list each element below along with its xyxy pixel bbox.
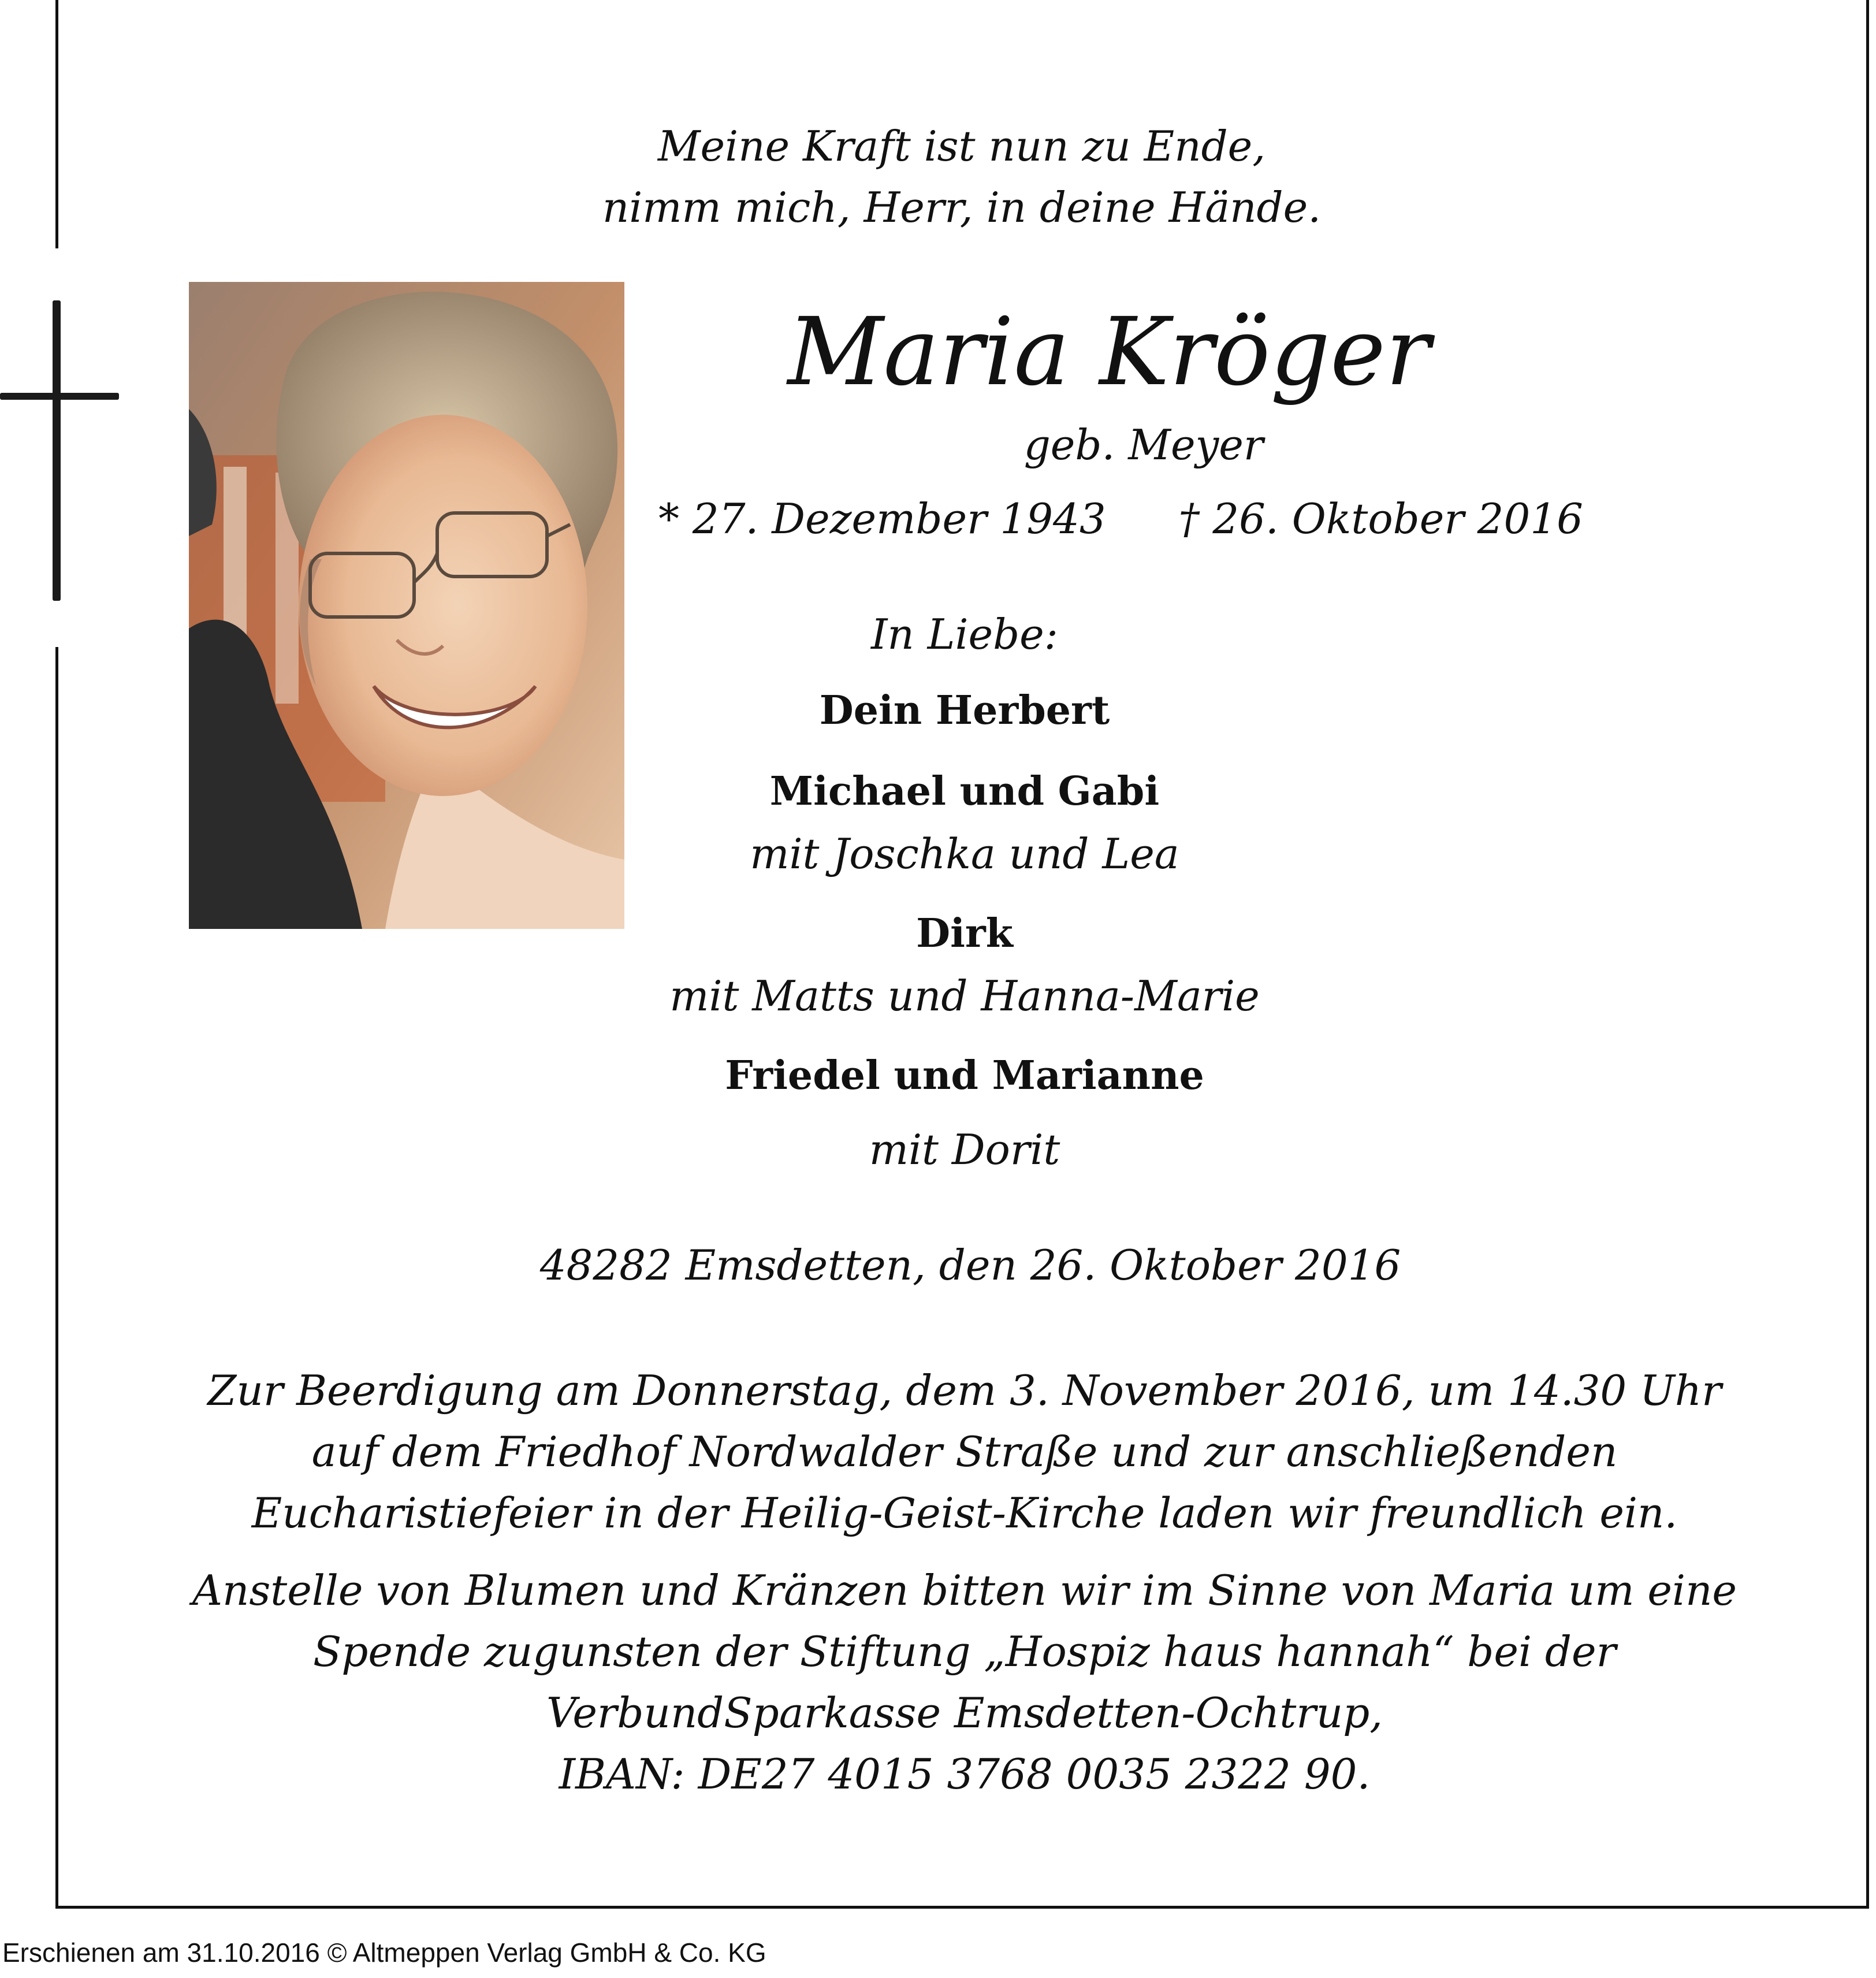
donation-line: Anstelle von Blumen und Kränzen bitten wir im Sinne von Maria um eine xyxy=(192,1566,1737,1615)
birth-date: * 27. Dezember 1943 xyxy=(658,494,1106,543)
donation-info xyxy=(0,1560,1876,1805)
family-member: Dirk xyxy=(916,910,1013,957)
life-dates xyxy=(658,490,1583,548)
funeral-line: Zur Beerdigung am Donnerstag, dem 3. November 2016, um 14.30 Uhr xyxy=(207,1366,1722,1415)
death-date: † 26. Oktober 2016 xyxy=(1178,494,1583,543)
donation-line: IBAN: DE27 4015 3768 0035 2322 90. xyxy=(559,1750,1371,1798)
verse-line: Meine Kraft ist nun zu Ende, xyxy=(657,122,1266,170)
maiden-name: geb. Meyer xyxy=(1023,421,1264,469)
portrait-photo xyxy=(189,282,624,929)
publication-footer: Erschienen am 31.10.2016 © Altmeppen Verlag GmbH & Co. KG xyxy=(2,1938,766,1968)
family-member-with: mit Matts und Hanna-Marie xyxy=(669,972,1260,1020)
verse-line: nimm mich, Herr, in deine Hände. xyxy=(602,183,1322,232)
verse xyxy=(0,116,1876,238)
cross-icon xyxy=(0,300,121,601)
donation-line: Spende zugunsten der Stiftung „Hospiz haus hannah“ bei der xyxy=(312,1627,1617,1676)
family-member: Friedel und Marianne xyxy=(725,1053,1204,1099)
donation-line: VerbundSparkasse Emsdetten-Ochtrup, xyxy=(546,1689,1383,1737)
funeral-line: auf dem Friedhof Nordwalder Straße und zur anschließenden xyxy=(311,1427,1618,1476)
family-member-with: mit Joschka und Lea xyxy=(750,830,1179,878)
funeral-line: Eucharistiefeier in der Heilig-Geist-Kirche laden wir freundlich ein. xyxy=(251,1489,1678,1537)
family-member-with: mit Dorit xyxy=(869,1125,1060,1174)
family-intro: In Liebe: xyxy=(870,610,1059,659)
family-member: Michael und Gabi xyxy=(769,768,1160,815)
place-and-date: 48282 Emsdetten, den 26. Oktober 2016 xyxy=(539,1241,1401,1289)
deceased-name: Maria Kröger xyxy=(787,298,1431,407)
family-member: Dein Herbert xyxy=(819,687,1110,734)
funeral-info xyxy=(0,1360,1876,1544)
